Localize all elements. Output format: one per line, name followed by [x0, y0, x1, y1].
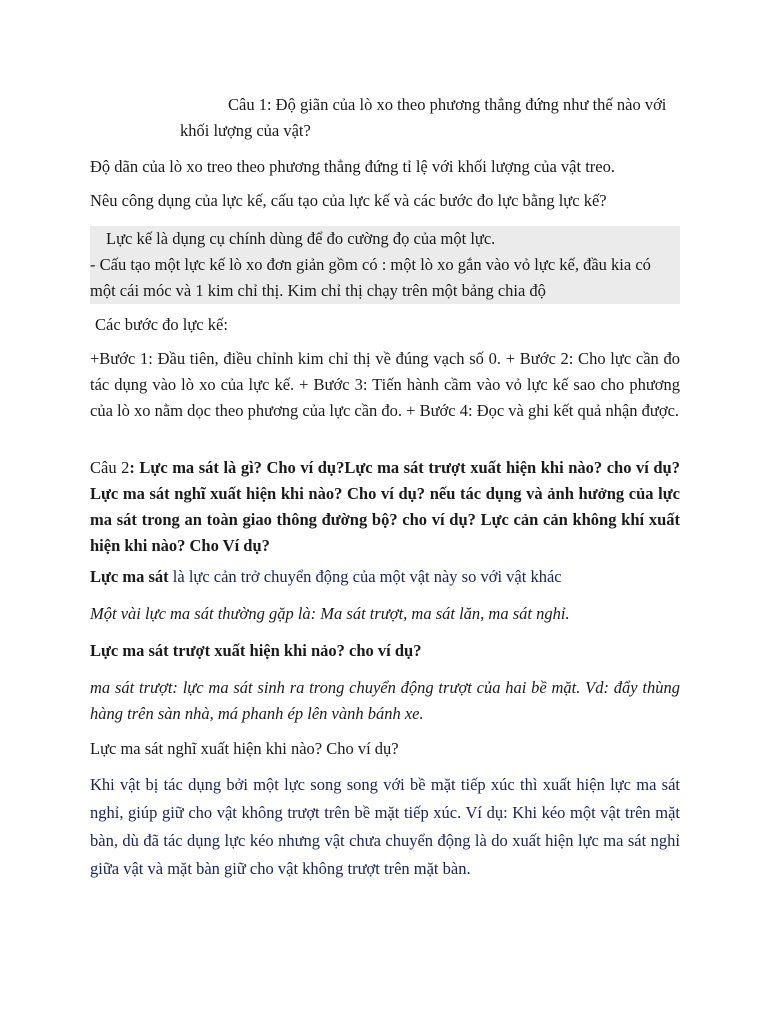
friction-definition-text: là lực cản trở chuyển động của một vật này so với vật khác	[168, 567, 562, 586]
luc-ke-section	[90, 226, 680, 304]
steps-title: Các bước đo lực kế:	[95, 315, 228, 334]
friction-types: Một vài lực ma sát thường gặp là: Ma sát trượt, ma sát lăn, ma sát nghỉ.	[90, 604, 570, 623]
question-2-label: Câu 2	[90, 458, 130, 477]
static-friction-question: Lực ma sát nghĩ xuất hiện khi nào? Cho ví dụ?	[90, 739, 399, 758]
luc-ke-structure: - Cấu tạo một lực kế lò xo đơn giản gồm có : một lò xo gắn vào vỏ lực kế, đầu kia có một cái móc và 1 kim chỉ thị. Kim chỉ thị chạy trên một bảng chia độ	[90, 255, 651, 300]
question-1: Câu 1: Độ giãn của lò xo theo phương thẳng đứng như thế nào với khối lượng của vật?	[180, 95, 667, 140]
question-1-sub: Nêu công dụng của lực kế, cấu tạo của lực kế và các bước đo lực bằng lực kế?	[90, 191, 607, 210]
static-friction-answer: Khi vật bị tác dụng bởi một lực song song với bề mặt tiếp xúc thì xuất hiện lực ma sát nghỉ, giúp giữ cho vật không trượt trên bề mặt tiếp xúc. Ví dụ: Khi kéo một vật trên mặt bàn, dù đã tác dụng lực kéo nhưng vật chưa chuyển động là do xuất hiện lực ma sát nghỉ giữa vật và mặt bàn giữ cho vật không trượt trên mặt bàn.	[90, 775, 680, 878]
steps-text: +Bước 1: Đầu tiên, điều chỉnh kim chỉ thị về đúng vạch số 0. + Bước 2: Cho lực cần đo tác dụng vào lò xo của lực kế. + Bước 3: Tiến hành cầm vào vỏ lực kế sao cho phương của lò xo nằm dọc theo phương của lực cần đo. + Bước 4: Đọc và ghi kết quả nhận được.	[90, 349, 680, 420]
answer-1: Độ dãn của lò xo treo theo phương thẳng đứng tỉ lệ với khối lượng của vật treo.	[90, 157, 615, 176]
friction-term: Lực ma sát	[90, 567, 169, 586]
sliding-friction-question: Lực ma sát trượt xuất hiện khi nảo? cho ví dụ?	[90, 641, 422, 660]
question-2	[90, 455, 680, 559]
sliding-friction-answer: ma sát trượt: lực ma sát sinh ra trong chuyển động trượt của hai bề mặt. Vd: đẩy thùng hàng trên sàn nhà, má phanh ép lên vành bánh xe.	[90, 678, 680, 723]
luc-ke-use: Lực kế là dụng cụ chính dùng để đo cường đọ của một lực.	[106, 229, 496, 248]
question-2-text: : Lực ma sát là gì? Cho ví dụ?Lực ma sát trượt xuất hiện khi nào? cho ví dụ?Lực ma sát nghĩ xuất hiện khi nào? Cho ví dụ? nếu tác dụng và ảnh hưởng của lực ma sát trong an toàn giao thông đường bộ? cho ví dụ? Lực cản cản không khí xuất hiện khi nào? Cho Ví dụ?	[90, 458, 680, 555]
friction-definition	[90, 564, 680, 590]
